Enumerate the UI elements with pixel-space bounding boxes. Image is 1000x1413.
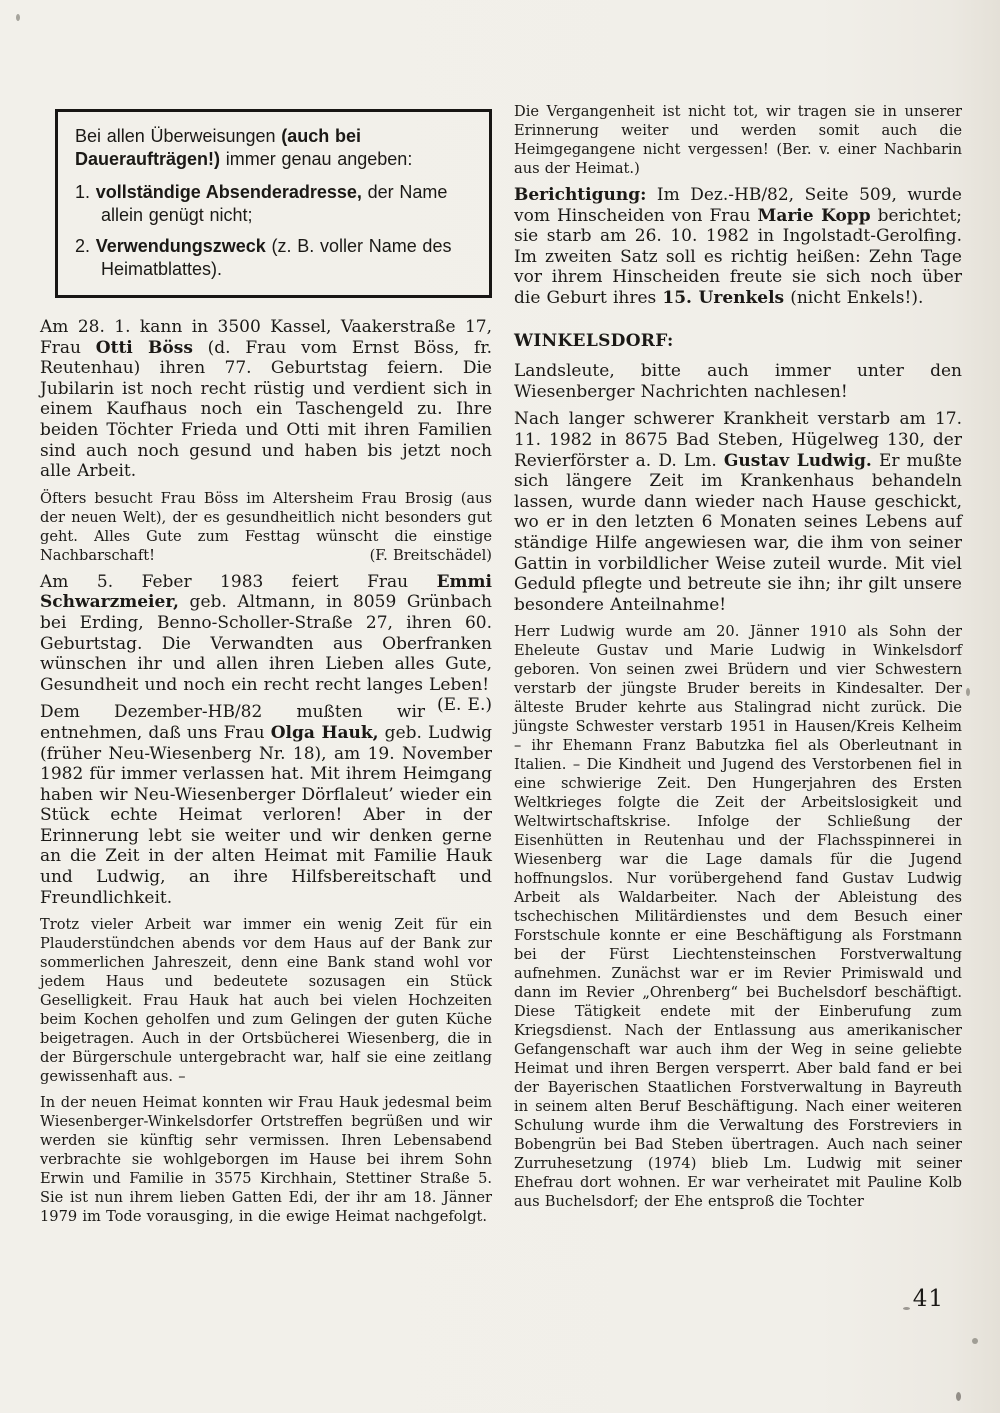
credit-signature: (F. Breitschädel)	[369, 546, 492, 564]
emphasized-name: vollständige Absenderadresse,	[95, 182, 362, 202]
left-column-text	[40, 317, 492, 1226]
notice-item-2	[75, 235, 465, 280]
text-run: Im Dez.-HB/82, Seite 509, wurde vom Hinscheiden von Frau	[514, 185, 962, 226]
scan-artifact	[16, 14, 20, 21]
text-run: WINKELSDORF:	[514, 330, 674, 351]
text-run: Trotz vieler Arbeit war immer ein wenig Zeit für ein Plauderstündchen abends vor dem Haus auf der Bank zur sommerlichen Jahreszeit, denn eine Bank stand wohl vor jedem Haus und bedeutete sozusagen ein Stück Geselligkeit. Frau Hauk hat auch bei vielen Hochzeiten beim Kochen geholfen und zum Gelingen der guten Küche beigetragen. Auch in der Ortsbücherei Wiesenberg, die in der Bürgerschule untergebracht war, half sie eine zeitlang gewissenhaft aus. –	[40, 916, 492, 1086]
text-run: Bei allen Überweisungen	[75, 126, 282, 146]
text-run: berichtet; sie starb am 26. 10. 1982 in Ingolstadt-Gerolfing. Im zweiten Satz soll es richtig heißen: Zehn Tage vor ihrem Hinscheiden freute sie sich noch über die Geburt ihres	[514, 205, 962, 308]
text-run: Landsleute, bitte auch immer unter den Wiesenberger Nachrichten nachlesen!	[514, 361, 962, 402]
text-run: 2.	[75, 236, 96, 256]
emphasized-name: Marie Kopp	[757, 205, 871, 226]
emphasized-name: Gustav Ludwig.	[723, 450, 872, 471]
right-column	[514, 100, 962, 1218]
winkelsdorf-note	[514, 361, 962, 402]
text-run: Herr Ludwig wurde am 20. Jänner 1910 als Sohn der Eheleute Gustav und Marie Ludwig in Winkelsdorf geboren. Von seinen zwei Brüdern und vier Schwestern verstarb der jüngste Bruder bereits in Kindesalter. Der älteste Bruder kehrte aus Stalingrad nicht zurück. Die jüngste Schwester verstarb 1951 in Hausen/Kreis Kelheim – ihr Ehemann Franz Babutzka fiel als Oberleutnant in Italien. – Die Kindheit und Jugend des Verstorbenen fiel in eine schwierige Zeit. Den Hungerjahren des Ersten Weltkrieges folgte die Zeit der Arbeitslosigkeit und Weltwirtschaftskrise. Infolge der Schließung der Eisenhütten in Reutenhau und der Flachsspinnerei in Wiesenberg war die Lage damals für die Jugend hoffnungslos. Nur vorübergehend fand Gustav Ludwig Arbeit als Waldarbeiter. Nach der Ableistung des tschechischen Militärdienstes und dem Besuch einer Forstschule konnte er eine Beschäftigung als Forstmann bei der Fürst Liechtensteinschen Forstverwaltung aufnehmen. Zunächst war er im Revier Primiswald und dann im Revier „Ohrenberg“ bei Buchelsdorf beschäftigt. Diese Tätigkeit endete mit der Einberufung zum Kriegsdienst. Nach der Entlassung aus amerikanischer Gefangenschaft war auch ihm der Weg in seine geliebte Heimat und ihren Bergen versperrt. Aber bald fand er bei der Bayerischen Staatlichen Forstverwaltung in Bayreuth in seinem alten Beruf Beschäftigung. Nach einer weiteren Schulung wurde ihm die Verwaltung des Forstreviers in Bobengrün bei Bad Steben übertragen. Auch nach seiner Zurruhesetzung (1974) blieb Lm. Ludwig mit seiner Ehefrau dort wohnen. Er war verheiratet mit Pauline Kolb aus Buchelsdorf; der Ehe entsproß die Tochter	[514, 623, 962, 1211]
text-run: Am 5. Feber 1983 feiert Frau	[40, 571, 437, 592]
text-run: (d. Frau vom Ernst Böss, fr. Reutenhau) ihren 77. Geburtstag feiern. Die Jubilarin ist noch recht rüstig und verdient sich in einem Kaufhaus noch ein Taschengeld zu. Ihre beiden Töchter Frieda und Otti mit ihren Familien sind auch noch gesund und haben bis jetzt noch alle Arbeit.	[40, 337, 492, 482]
text-run: (z. B. voller Name des Heimatblattes).	[101, 236, 452, 279]
birthday-otti-boess	[40, 317, 492, 482]
altersheim-note	[40, 489, 492, 565]
winkelsdorf-heading	[514, 331, 962, 352]
text-run: In der neuen Heimat konnten wir Frau Hauk jedesmal beim Wiesenberger-Winkelsdorfer Ortstreffen begrüßen und wir werden sie künftig sehr vermissen. Ihren Lebensabend verbrachte sie wohlgeborgen im Hause bei ihrem Sohn Erwin und Familie in 3575 Kirchhain, Stettiner Straße 5. Sie ist nun ihrem lieben Gatten Edi, der ihr am 18. Jänner 1979 im Tode vorausging, in die ewige Heimat nachgefolgt.	[40, 1094, 492, 1226]
credit-signature: (E. E.)	[437, 695, 492, 716]
text-run: 1.	[75, 182, 96, 202]
text-run: (nicht Enkels!).	[784, 287, 924, 308]
emphasized-name: (auch bei Daueraufträgen!)	[75, 126, 362, 169]
correction-marie-kopp	[514, 185, 962, 309]
text-run: Öfters besucht Frau Böss im Altersheim Frau Brosig (aus der neuen Welt), der es gesundheitlich nicht besonders gut geht. Alles Gute zum Festtag wünscht die einstige Nachbarschaft!	[40, 489, 492, 564]
gustav-ludwig-biography	[514, 622, 962, 1211]
text-run: geb. Altmann, in 8059 Grünbach bei Erding, Benno-Scholler-Straße 27, ihren 60. Geburtstag. Die Verwandten aus Oberfranken wünschen ihr und allen ihren Lieben alles Gute, Gesundheit und noch ein recht recht langes Leben!	[40, 592, 492, 695]
olga-hauk-new-home	[40, 1093, 492, 1226]
emphasized-name: 15. Urenkels	[662, 287, 785, 308]
scan-artifact	[956, 1392, 961, 1401]
notice-intro	[75, 125, 465, 170]
emphasized-name: Olga Hauk,	[270, 722, 379, 743]
page-number: 41	[912, 1286, 944, 1312]
obituary-gustav-ludwig	[514, 409, 962, 615]
text-run: Am 28. 1. kann in 3500 Kassel, Vaakerstraße 17, Frau	[40, 317, 492, 358]
remembrance-note	[514, 102, 962, 178]
text-run: Er mußte sich längere Zeit im Krankenhaus behandeln lassen, wurde dann wieder nach Hause geschickt, wo er in den letzten 6 Monaten seines Lebens auf ständige Hilfe angewiesen war, die ihm von seiner Gattin in vorbildlicher Weise zuteil wurde. Mit viel Geduld pflegte und betreute sie ihn; ihr gilt unsere besondere Anteilnahme!	[514, 450, 962, 615]
scan-artifact	[903, 1307, 910, 1310]
emphasized-name: Emmi Schwarzmeier,	[40, 571, 492, 613]
text-run: immer genau angeben:	[220, 148, 413, 169]
text-run: Dem Dezember-HB/82 mußten wir entnehmen, daß uns Frau	[40, 702, 426, 743]
emphasized-name: Otti Böss	[95, 337, 193, 358]
payment-notice-box	[55, 109, 492, 298]
emphasized-name: Verwendungszweck	[95, 236, 266, 256]
text-run: geb. Ludwig (früher Neu-Wiesenberg Nr. 18), am 19. November 1982 für immer verlassen hat. Mit ihrem Heimgang haben wir Neu-Wiesenberger Dörflaleut’ wieder ein Stück echte Heimat verloren! Aber in der Erinnerung lebt sie weiter und wir denken gerne an die Zeit in der alten Heimat mit Familie Hauk und Ludwig, an ihre Hilfsbereitschaft und Freundlichkeit.	[40, 722, 492, 908]
scan-artifact	[966, 688, 970, 696]
text-run: der Name allein genügt nicht;	[101, 182, 448, 225]
text-run: Nach langer schwerer Krankheit verstarb am 17. 11. 1982 in 8675 Bad Steben, Hügelweg 130, der Revierförster a. D. Lm.	[514, 409, 962, 471]
scan-artifact	[972, 1338, 978, 1344]
left-column	[40, 100, 492, 1233]
birthday-emmi-schwarzmeier	[40, 571, 492, 716]
notice-item-1	[75, 181, 465, 226]
emphasized-name: Berichtigung:	[514, 185, 647, 205]
obituary-olga-hauk	[40, 702, 492, 908]
olga-hauk-memories	[40, 915, 492, 1086]
text-run: Die Vergangenheit ist nicht tot, wir tragen sie in unserer Erinnerung weiter und werden somit auch die Heimgegangene nicht vergessen! (Ber. v. einer Nachbarin aus der Heimat.)	[514, 103, 962, 177]
